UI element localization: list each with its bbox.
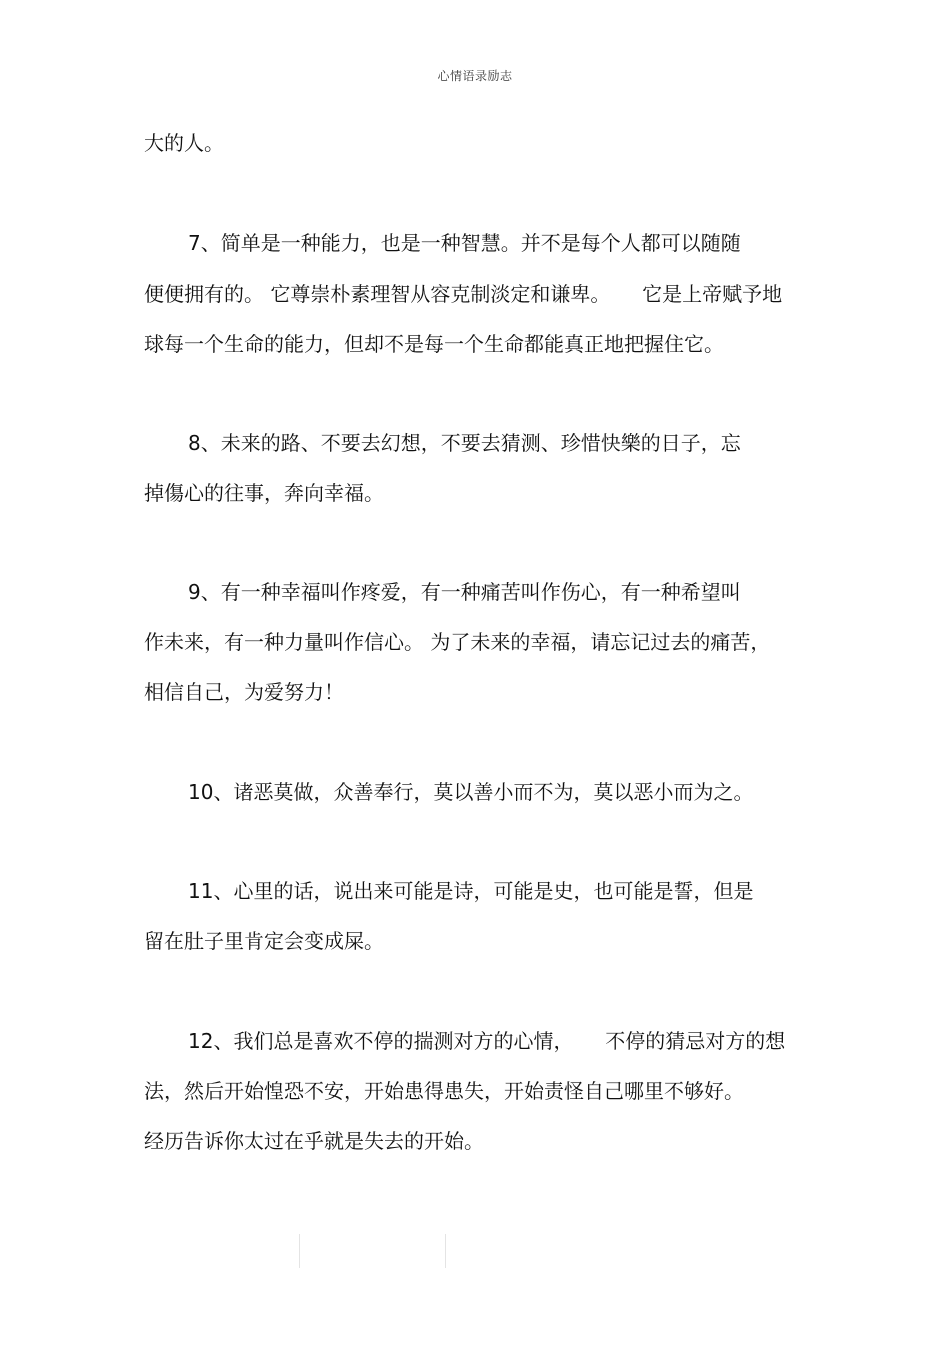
paragraph-9-line-2: 作未来，有一种力量叫作信心。 为了未来的幸福，请忘记过去的痛苦， <box>144 630 771 654</box>
paragraph-10-line-1: 10、诸恶莫做，众善奉行，莫以善小而不为，莫以恶小而为之。 <box>188 780 754 804</box>
paragraph-12-line-1: 12、我们总是喜欢不停的揣测对方的心情， 不停的猜忌对方的想 <box>188 1029 786 1053</box>
paragraph-7-line-2: 便便拥有的。 它尊崇朴素理智从容克制淡定和谦卑。 它是上帝赋予地 <box>144 282 783 306</box>
footer-divider-left <box>299 1234 300 1268</box>
paragraph-11-line-1: 11、心里的话，说出来可能是诗，可能是史，也可能是誓，但是 <box>188 879 754 903</box>
paragraph-8-line-1: 8、未来的路、不要去幻想，不要去猜测、珍惜快樂的日子，忘 <box>188 431 741 455</box>
paragraph-9-line-1: 9、有一种幸福叫作疼爱，有一种痛苦叫作伤心，有一种希望叫 <box>188 580 741 604</box>
paragraph-7-line-1: 7、简单是一种能力，也是一种智慧。并不是每个人都可以随随 <box>188 231 741 255</box>
paragraph-6-tail: 大的人。 <box>144 131 224 155</box>
footer-divider-right <box>445 1234 446 1268</box>
page-header: 心情语录励志 <box>437 69 513 83</box>
paragraph-9-line-3: 相信自己，为爱努力！ <box>144 680 344 704</box>
paragraph-12-line-2: 法，然后开始惶恐不安，开始患得患失，开始责怪自己哪里不够好。 <box>144 1079 744 1103</box>
paragraph-8-line-2: 掉傷心的往事，奔向幸福。 <box>144 481 384 505</box>
paragraph-7-line-3: 球每一个生命的能力，但却不是每一个生命都能真正地把握住它。 <box>144 332 724 356</box>
paragraph-11-line-2: 留在肚子里肯定会变成屎。 <box>144 929 384 953</box>
paragraph-12-line-3: 经历告诉你太过在乎就是失去的开始。 <box>144 1129 484 1153</box>
